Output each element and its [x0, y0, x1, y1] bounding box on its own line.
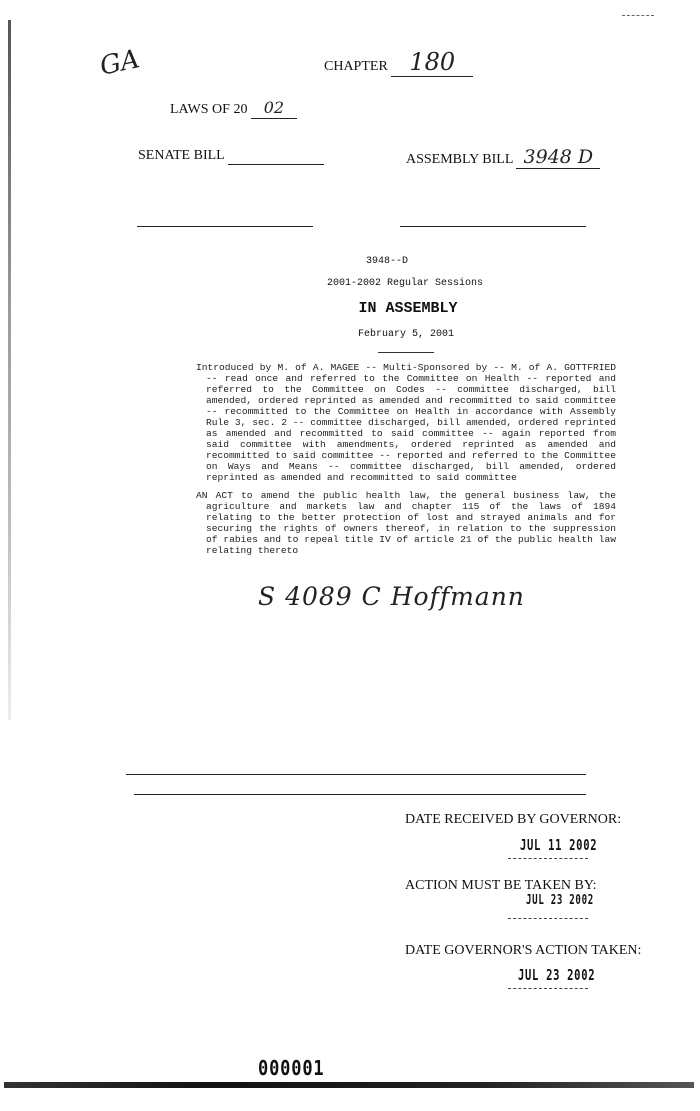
senate-bill-line: [138, 148, 324, 165]
chapter-line: [324, 48, 473, 77]
date-rule: [378, 352, 434, 353]
separator-line-1: [126, 774, 586, 775]
laws-line: [170, 98, 297, 119]
scan-top-right-mark: [622, 15, 654, 16]
scan-left-edge: [8, 20, 11, 720]
action-taken-label: DATE GOVERNOR'S ACTION TAKEN:: [405, 943, 642, 958]
senate-bill-field: [228, 148, 324, 165]
action-by-label: ACTION MUST BE TAKEN BY:: [405, 878, 597, 893]
senate-bill-label: SENATE BILL: [138, 148, 225, 163]
assembly-bill-label: ASSEMBLY BILL: [406, 152, 513, 167]
bill-number: 3948--D: [365, 256, 408, 267]
assembly-bill-field: [516, 146, 600, 169]
chapter-number: 180: [409, 48, 456, 76]
received-label: DATE RECEIVED BY GOVERNOR:: [405, 812, 622, 827]
action-taken-date-stamp: JUL 23 2002: [518, 966, 596, 984]
bill-session: 2001-2002 Regular Sessions: [326, 278, 484, 289]
scan-bottom-bar: [4, 1082, 694, 1088]
assembly-bill-value: 3948 D: [523, 146, 594, 168]
bill-house: IN ASSEMBLY: [358, 300, 458, 317]
separator-line-2: [134, 794, 586, 795]
chapter-number-field: [391, 48, 473, 77]
laws-year-field: [251, 98, 297, 119]
laws-label: LAWS OF 20: [170, 102, 248, 117]
action-by-date-stamp: JUL 23 2002: [526, 893, 594, 908]
received-date-stamp: JUL 11 2002: [520, 836, 598, 854]
assembly-bill-line: [406, 146, 600, 169]
action-by-date-rule: [508, 918, 588, 919]
blank-line-right: [400, 226, 586, 227]
act-paragraph: AN ACT to amend the public health law, the general business law, the agriculture and markets law and chapter 115 of the laws of 1894 relating to the better protection of lost and strayed animals and for securing the rights of owners thereof, in relation to the suppression of rabies and to repeal title IV of article 21 of the public health law relating thereto: [196, 490, 616, 556]
laws-year: 02: [263, 98, 285, 117]
blank-line-left: [137, 226, 313, 227]
page-number: 000001: [258, 1056, 325, 1080]
action-taken-date-rule: [508, 988, 588, 989]
introduced-paragraph: Introduced by M. of A. MAGEE -- Multi-Sponsored by -- M. of A. GOTTFRIED -- read once and referred to the Committee on Health -- reported and referred to the Committee on Codes -- committee discharged, bill amended, ordered reprinted as amended and recommitted to said committee -- recommitted to the Committee on Health in accordance with Assembly Rule 3, sec. 2 -- committee discharged, bill amended, ordered reprinted as amended and recommitted to said committee -- again reported from said committee with amendments, ordered reprinted as amended and recommitted to said committee -- reported and referred to the Committee on Ways and Means -- committee discharged, bill amended, ordered reprinted as amended and recommitted to said committee: [196, 362, 616, 483]
bill-date: February 5, 2001: [357, 329, 454, 340]
handwritten-note: S 4089 C Hoffmann: [258, 582, 525, 611]
chapter-label: CHAPTER: [324, 59, 388, 74]
bill-summary: [196, 362, 616, 556]
handwritten-initials: GA: [97, 44, 143, 82]
received-date-rule: [508, 858, 588, 859]
